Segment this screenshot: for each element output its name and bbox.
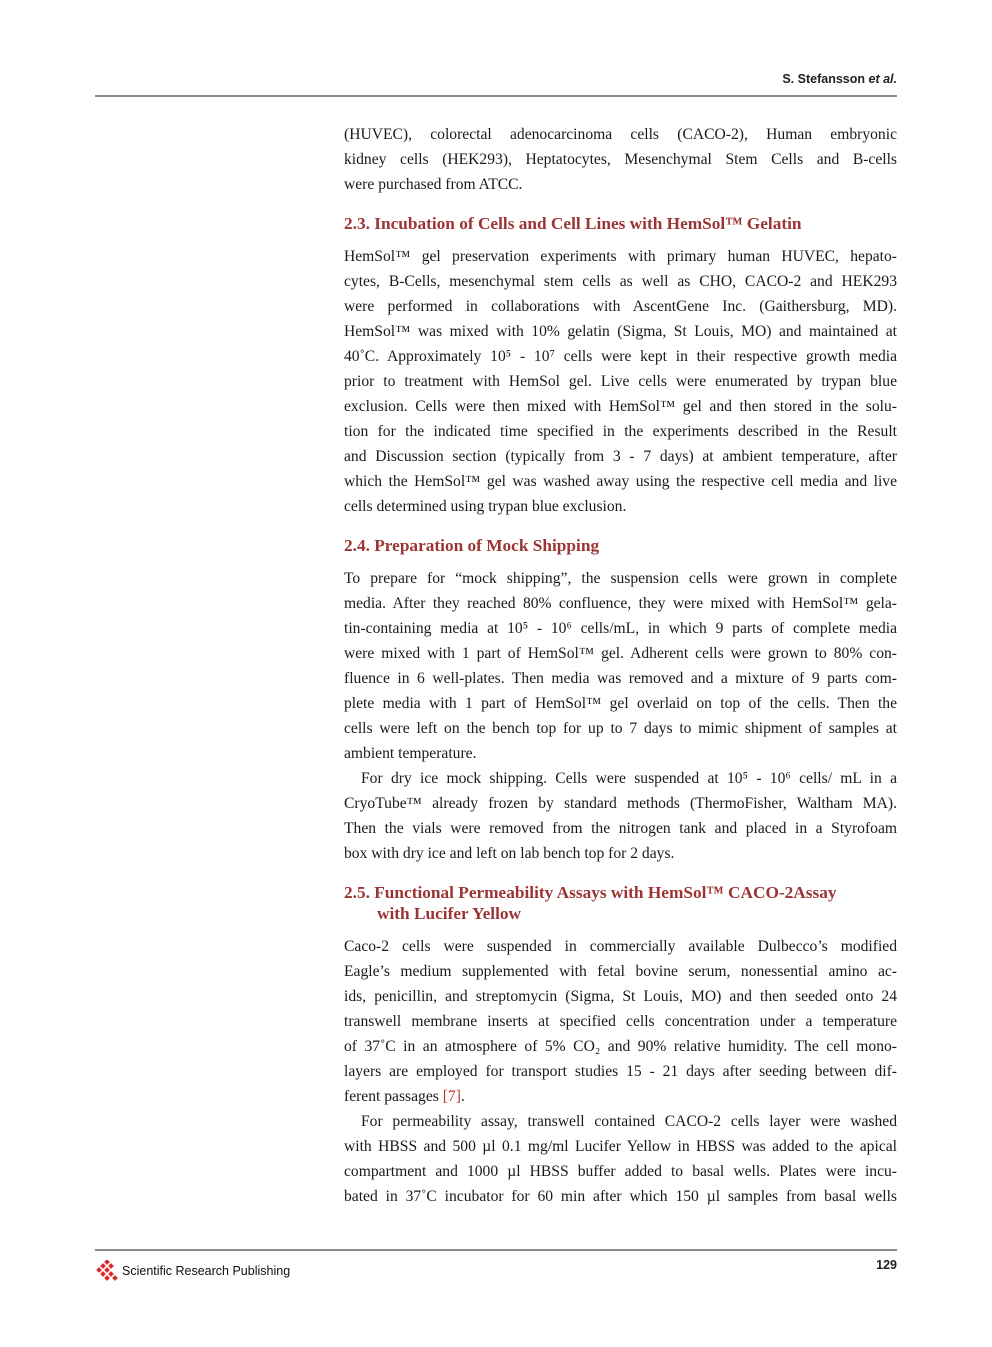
section-heading-line: 2.4. Preparation of Mock Shipping [344, 535, 600, 555]
text-line-content: media. After they reached 80% confluence, they were mixed with HemSol™ gela- [344, 594, 897, 612]
text-line [344, 984, 897, 1009]
text-line-content: 40˚C. Approximately 10⁵ - 10⁷ cells were kept in their respective growth media [344, 347, 897, 365]
section-heading [344, 882, 897, 924]
article-body [344, 122, 897, 1209]
paragraph [344, 122, 897, 197]
text-line [344, 244, 897, 269]
text-line-content: HemSol™ gel preservation experiments with primary human HUVEC, hepato- [344, 247, 897, 265]
text-line [344, 269, 897, 294]
text-line-content: For dry ice mock shipping. Cells were suspended at 10⁵ - 10⁶ cells/ mL in a [361, 769, 897, 787]
section-heading-line: 2.3. Incubation of Cells and Cell Lines with HemSol™ Gelatin [344, 213, 802, 233]
text-line-tail: . [460, 1087, 465, 1105]
text-line [344, 469, 897, 494]
text-line-content: (HUVEC), colorectal adenocarcinoma cells (CACO-2), Human embryonic [344, 125, 897, 143]
text-line [344, 419, 897, 444]
text-line-content: exclusion. Cells were then mixed with HemSol™ gel and then stored in the solu- [344, 397, 897, 415]
paragraph [344, 934, 897, 1209]
text-line-content: kidney cells (HEK293), Heptatocytes, Mesenchymal Stem Cells and B-cells [344, 150, 897, 168]
text-line [344, 1009, 897, 1034]
text-line [344, 444, 897, 469]
text-line-content: Eagle’s medium supplemented with fetal bovine serum, nonessential amino ac- [344, 962, 897, 980]
text-line [344, 1184, 897, 1209]
text-line [344, 1109, 897, 1134]
running-head [782, 72, 897, 86]
text-line [344, 344, 897, 369]
text-line-content: cytes, B-Cells, mesenchymal stem cells as well as CHO, CACO-2 and HEK293 [344, 272, 897, 290]
text-line [344, 716, 897, 741]
text-line [344, 1034, 897, 1059]
text-line-content: transwell membrane inserts at specified cells concentration under a temperature [344, 1012, 897, 1030]
text-line [344, 691, 897, 716]
text-line-content: bated in 37˚C incubator for 60 min after which 150 µl samples from basal wells [344, 1187, 897, 1205]
text-line-content: were mixed with 1 part of HemSol™ gel. Adherent cells were grown to 80% con- [344, 644, 897, 662]
text-line [344, 841, 897, 866]
paragraph [344, 244, 897, 519]
citation-link[interactable]: [7] [442, 1087, 461, 1105]
text-line [344, 566, 897, 591]
section-heading-line: with Lucifer Yellow [377, 903, 521, 923]
text-line-content: To prepare for “mock shipping”, the suspension cells were grown in complete [344, 569, 897, 587]
running-head-author: S. Stefansson [782, 72, 866, 86]
paragraph [344, 566, 897, 866]
text-line [344, 494, 897, 519]
text-line [344, 122, 897, 147]
text-line-content: were performed in collaborations with AscentGene Inc. (Gaithersburg, MD). [344, 297, 897, 315]
text-line-content: were purchased from ATCC. [344, 175, 523, 193]
text-line-content: For permeability assay, transwell contained CACO-2 cells layer were washed [361, 1112, 897, 1130]
text-line-content: ferent passages [344, 1087, 443, 1105]
text-line [344, 816, 897, 841]
text-line-content: ambient temperature. [344, 744, 477, 762]
header-rule [95, 95, 897, 97]
text-line [344, 394, 897, 419]
text-line-content: plete media with 1 part of HemSol™ gel overlaid on top of the cells. Then the [344, 694, 897, 712]
text-line-content: CryoTube™ already frozen by standard methods (ThermoFisher, Waltham MA). [344, 794, 897, 812]
text-line [344, 1059, 897, 1084]
text-line [344, 934, 897, 959]
publisher-logo-icon [96, 1260, 118, 1282]
text-line-content: box with dry ice and left on lab bench top for 2 days. [344, 844, 675, 862]
text-line [344, 959, 897, 984]
text-line-content: ids, penicillin, and streptomycin (Sigma, St Louis, MO) and then seeded onto 24 [344, 987, 897, 1005]
text-line [344, 319, 897, 344]
text-line [344, 791, 897, 816]
text-line [344, 172, 897, 197]
text-line-content: HemSol™ was mixed with 10% gelatin (Sigma, St Louis, MO) and maintained at [344, 322, 897, 340]
text-line [344, 1084, 897, 1109]
text-line [344, 666, 897, 691]
text-line-content: Caco-2 cells were suspended in commercially available Dulbecco’s modified [344, 937, 897, 955]
publisher-name: Scientific Research Publishing [122, 1264, 291, 1278]
text-line-content: layers are employed for transport studies 15 - 21 days after seeding between dif- [344, 1062, 897, 1080]
section-heading-line: 2.5. Functional Permeability Assays with HemSol™ CACO-2Assay [344, 882, 837, 902]
text-line [344, 369, 897, 394]
page-number: 129 [876, 1258, 897, 1272]
text-line [344, 641, 897, 666]
text-line [344, 741, 897, 766]
publisher-logo[interactable] [96, 1260, 290, 1282]
text-line-content: cells determined using trypan blue exclusion. [344, 497, 627, 515]
running-head-etal: et al. [868, 72, 897, 86]
text-line [344, 616, 897, 641]
text-line [344, 766, 897, 791]
text-line-content: prior to treatment with HemSol gel. Live cells were enumerated by trypan blue [344, 372, 897, 390]
text-line-content: and Discussion section (typically from 3 - 7 days) at ambient temperature, after [344, 447, 897, 465]
text-line-content: Then the vials were removed from the nitrogen tank and placed in a Styrofoam [344, 819, 897, 837]
text-line-content: of 37˚C in an atmosphere of 5% CO₂ and 90% relative humidity. The cell mono- [344, 1037, 897, 1055]
text-line [344, 294, 897, 319]
text-line [344, 147, 897, 172]
text-line-content: tin-containing media at 10⁵ - 10⁶ cells/mL, in which 9 parts of complete media [344, 619, 897, 637]
text-line-content: which the HemSol™ gel was washed away using the respective cell media and live [344, 472, 897, 490]
text-line [344, 1159, 897, 1184]
text-line-content: compartment and 1000 µl HBSS buffer added to basal wells. Plates were incu- [344, 1162, 897, 1180]
footer-rule [95, 1249, 897, 1251]
text-line-content: with HBSS and 500 µl 0.1 mg/ml Lucifer Yellow in HBSS was added to the apical [344, 1137, 897, 1155]
text-line [344, 591, 897, 616]
section-heading [344, 535, 897, 556]
text-line-content: cells were left on the bench top for up to 7 days to mimic shipment of samples at [344, 719, 897, 737]
text-line-content: fluence in 6 well-plates. Then media was removed and a mixture of 9 parts com- [344, 669, 897, 687]
text-line [344, 1134, 897, 1159]
text-line-content: tion for the indicated time specified in the experiments described in the Result [344, 422, 897, 440]
section-heading [344, 213, 897, 234]
